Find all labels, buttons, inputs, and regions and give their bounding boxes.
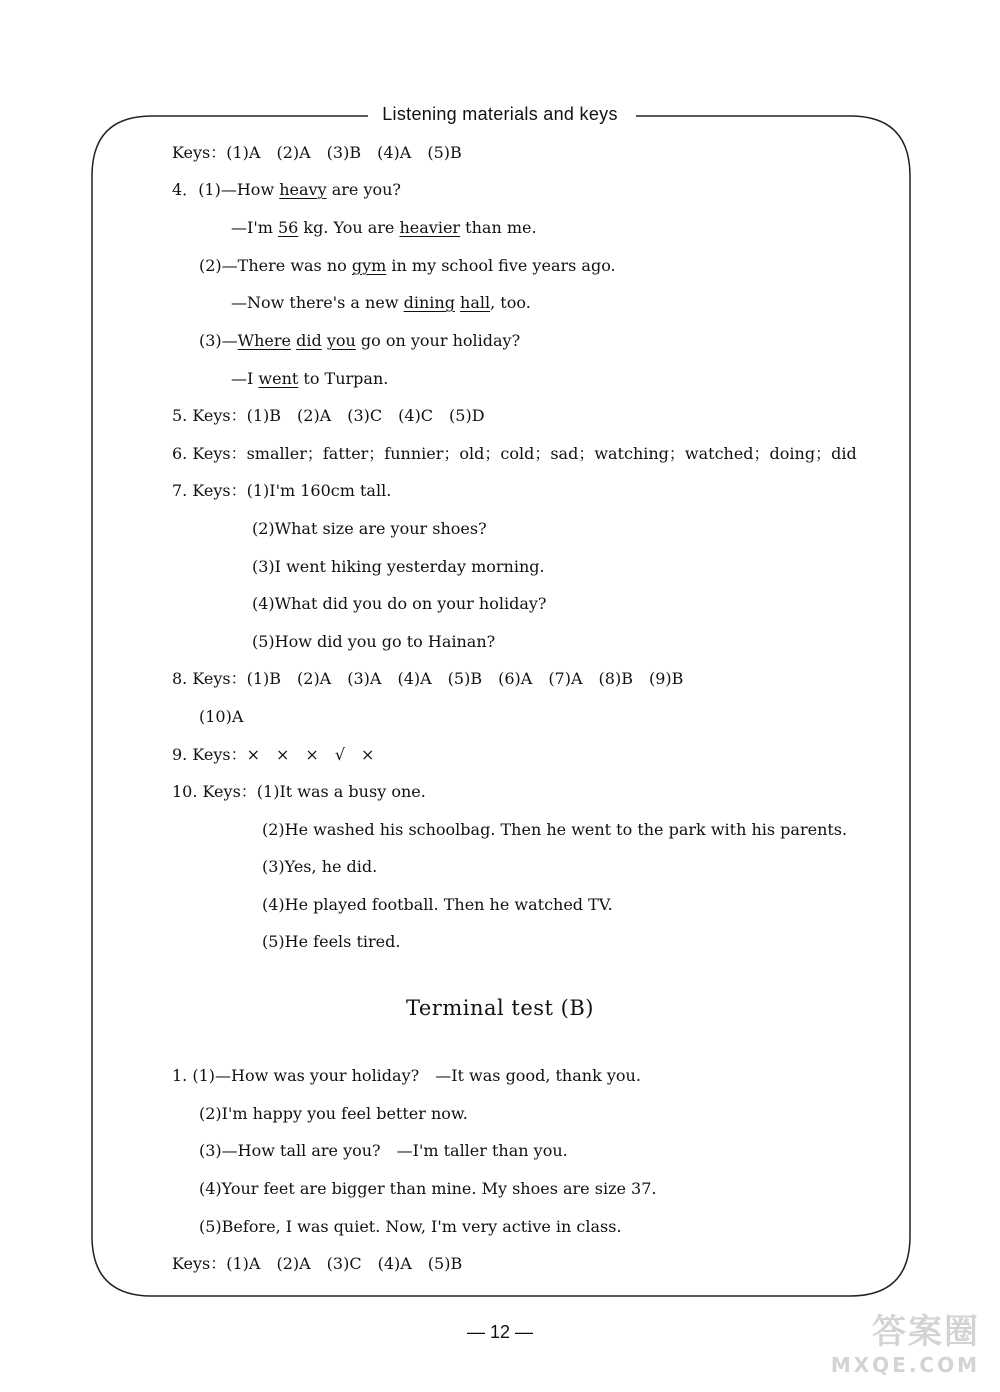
answer-blank: went (258, 369, 299, 388)
answer-blank: Where (237, 331, 292, 350)
text: (2)—There was no (199, 256, 352, 275)
header-title: Listening materials and keys (372, 104, 628, 124)
watermark-top: 答案圈 (872, 1312, 980, 1352)
text: than me. (460, 218, 537, 237)
q6-keys: 6. Keys：smaller；fatter；funnier；old；cold；sad；watching；watched；doing；did (172, 444, 857, 463)
answer-blank: dining (403, 293, 455, 312)
q4-line-1 (172, 180, 401, 200)
text: to Turpan. (298, 369, 389, 388)
q7-item: (4)What did you do on your holiday? (252, 594, 547, 613)
answer-blank: did (296, 331, 322, 350)
page-header (0, 104, 1000, 125)
q10-item: (5)He feels tired. (262, 932, 401, 951)
answer-blank: 56 (277, 218, 299, 237)
answer-blank: heavy (279, 180, 327, 199)
text: —I (231, 369, 259, 388)
q4-line-6 (231, 369, 388, 389)
text: , too. (490, 293, 531, 312)
b-q1-item: (4)Your feet are bigger than mine. My shoes are size 37. (199, 1179, 657, 1198)
text: are you? (326, 180, 401, 199)
q8-keys-line-1: 8. Keys：(1)B (2)A (3)A (4)A (5)B (6)A (7)A (8)B (9)B (172, 669, 684, 688)
text: (1)—How (198, 180, 280, 199)
q4-line-4 (231, 293, 531, 313)
q9-keys: 9. Keys：× × × √ × (172, 745, 375, 764)
b-q1-keys: Keys：(1)A (2)A (3)C (4)A (5)B (172, 1254, 463, 1273)
text: —I'm (231, 218, 278, 237)
text: go on your holiday? (355, 331, 521, 350)
q7-item: (5)How did you go to Hainan? (252, 632, 496, 651)
q10-item: (3)Yes, he did. (262, 857, 378, 876)
answer-blank: you (326, 331, 356, 350)
text: kg. You are (298, 218, 400, 237)
text: —Now there's a new (231, 293, 404, 312)
q7-item: (2)What size are your shoes? (252, 519, 487, 538)
watermark-bottom: MXQE.COM (830, 1353, 980, 1377)
page-number: — 12 — (466, 1322, 534, 1342)
q10-item: (4)He played football. Then he watched TV. (262, 895, 613, 914)
q10-item: (2)He washed his schoolbag. Then he went to the park with his parents. (262, 820, 848, 839)
keys-line-3: Keys：(1)A (2)A (3)B (4)A (5)B (172, 143, 462, 162)
answer-blank: gym (351, 256, 387, 275)
q10-head: 10. Keys：(1)It was a busy one. (172, 782, 426, 801)
watermark-logo (800, 1304, 980, 1377)
q4-number: 4． (172, 180, 199, 199)
q7-item: (3)I went hiking yesterday morning. (252, 557, 545, 576)
answer-blank: heavier (399, 218, 461, 237)
q4-line-2 (231, 218, 537, 238)
q4-line-3 (199, 256, 616, 276)
text: (3)— (199, 331, 238, 350)
b-q1-line-1: 1. (1)—How was your holiday? —It was good, thank you. (172, 1066, 641, 1085)
b-q1-item: (5)Before, I was quiet. Now, I'm very active in class. (199, 1217, 622, 1236)
answer-blank: hall (460, 293, 491, 312)
b-q1-item: (3)—How tall are you? —I'm taller than you. (199, 1141, 568, 1160)
text: in my school five years ago. (386, 256, 616, 275)
q5-keys: 5. Keys：(1)B (2)A (3)C (4)C (5)D (172, 406, 485, 425)
q4-line-5 (199, 331, 520, 351)
b-q1-item: (2)I'm happy you feel better now. (199, 1104, 468, 1123)
q8-keys-line-2: (10)A (199, 707, 244, 726)
section-title: Terminal test (B) (406, 996, 594, 1020)
q7-head: 7. Keys：(1)I'm 160cm tall. (172, 481, 392, 500)
